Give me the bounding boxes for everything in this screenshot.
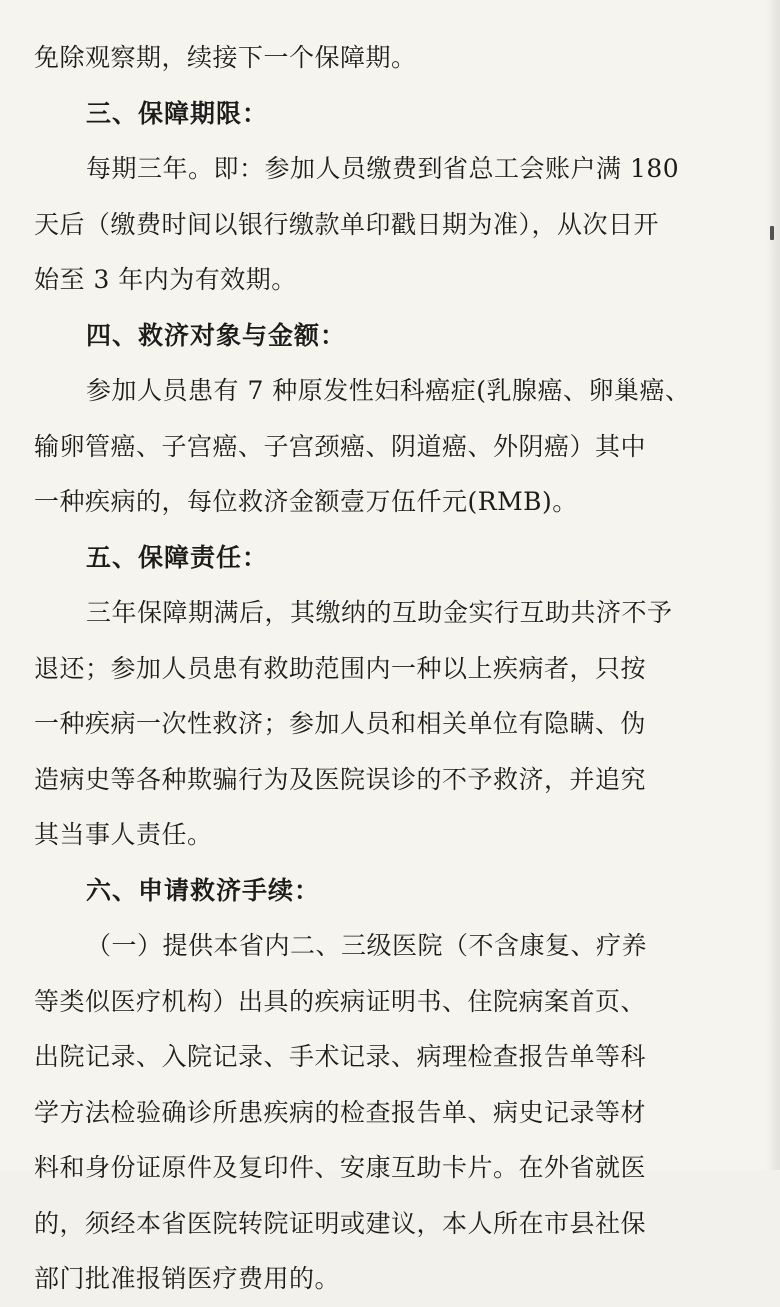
text-line: 三年保障期满后，其缴纳的互助金实行互助共济不予 (86, 598, 673, 627)
text-line: 部门批准报销医疗费用的。 (34, 1264, 341, 1293)
text-line: 等类似医疗机构）出具的疾病证明书、住院病案首页、 (34, 986, 647, 1016)
text-line: 出院记录、入院记录、手术记录、病理检查报告单等科 (34, 1042, 647, 1071)
text-line: 一种疾病的，每位救济金额壹万伍仟元(RMB)。 (34, 487, 578, 516)
text-line: 的，须经本省医院转院证明或建议，本人所在市县社保 (34, 1208, 647, 1238)
text-line: 每期三年。即：参加人员缴费到省总工会账户满 180 (86, 154, 680, 183)
text-line: 退还；参加人员患有救助范围内一种以上疾病者，只按 (34, 653, 647, 683)
section-heading-application: 六、申请救济手续： (86, 875, 321, 905)
section-heading-guarantee-period: 三、保障期限： (86, 98, 269, 128)
text-line: 一种疾病一次性救济；参加人员和相关单位有隐瞒、伪 (34, 709, 647, 738)
text-line: 免除观察期，续接下一个保障期。 (34, 43, 417, 72)
page-edge-mark (770, 226, 774, 240)
text-line: 学方法检验确诊所患疾病的检查报告单、病史记录等材 (34, 1097, 647, 1127)
text-line: 输卵管癌、子宫癌、子宫颈癌、阴道癌、外阴癌）其中 (34, 431, 647, 461)
text-line: 始至 3 年内为有效期。 (34, 265, 297, 294)
section-heading-responsibility: 五、保障责任： (86, 542, 269, 572)
text-line: 参加人员患有 7 种原发性妇科癌症(乳腺癌、卵巢癌、 (86, 376, 691, 405)
text-line: （一）提供本省内二、三级医院（不含康复、疗养 (86, 931, 648, 960)
text-line: 其当事人责任。 (34, 820, 213, 849)
text-line: 天后（缴费时间以银行缴款单印戳日期为准），从次日开 (34, 209, 660, 239)
text-line: 造病史等各种欺骗行为及医院误诊的不予救济，并追究 (34, 764, 647, 794)
text-line: 料和身份证原件及复印件、安康互助卡片。在外省就医 (34, 1153, 647, 1182)
section-heading-relief-recipients: 四、救济对象与金额： (86, 320, 347, 350)
